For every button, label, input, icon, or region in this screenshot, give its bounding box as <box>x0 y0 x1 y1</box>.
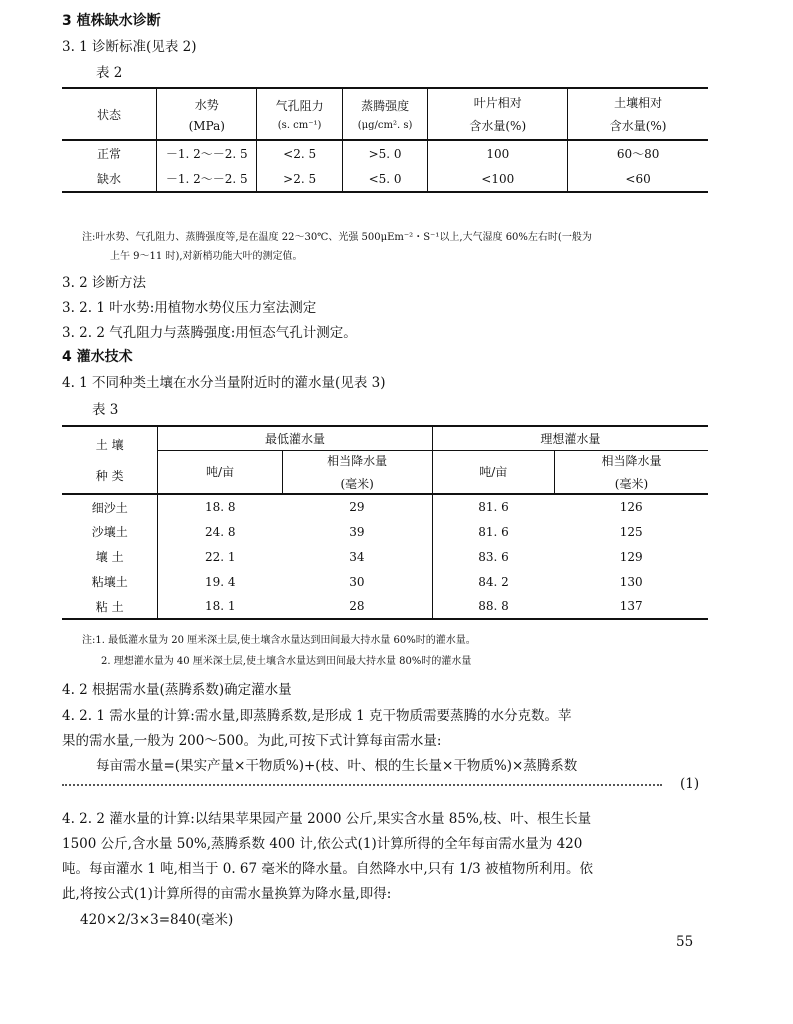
table-3-note-2: 2. 理想灌水量为 40 厘米深土层,使土壤含水量达到田间最大持水量 80%时的灌水量 <box>101 656 472 667</box>
table-row <box>62 569 708 594</box>
table-3 <box>62 425 708 620</box>
paragraph-4-2-1-line-1: 4. 2. 1 需水量的计算:需水量,即蒸腾系数,是形成 1 克干物质需要蒸腾的水分克数。苹 <box>62 708 572 724</box>
t2-header-state: 状态 <box>62 88 157 140</box>
paragraph-4-2-2-line-1: 4. 2. 2 灌水量的计算:以结果苹果园产量 2000 公斤,果实含水量 85%,枝、叶、根生长量 <box>62 811 592 827</box>
table-cell: 88. 8 <box>432 594 554 619</box>
table-cell: －1. 2～－2. 5 <box>157 140 257 166</box>
table-cell: －1. 2～－2. 5 <box>157 166 257 192</box>
formula-leader-dots <box>62 784 662 786</box>
table-cell: 粘壤土 <box>91 575 128 589</box>
table-cell: 84. 2 <box>432 569 554 594</box>
table-cell: 81. 6 <box>432 494 554 519</box>
table-row <box>62 594 708 619</box>
table-3-note-1: 注:1. 最低灌水量为 20 厘米深土层,使土壤含水量达到田间最大持水量 60%时的灌水量。 <box>82 635 476 646</box>
table-cell: 壤 土 <box>95 550 124 564</box>
table-cell: 39 <box>349 524 365 539</box>
t2-row-deficit <box>62 166 708 192</box>
t3-header-min-ton: 吨/亩 <box>158 450 282 494</box>
table-cell: 130 <box>619 574 643 589</box>
t3-header-ideal: 理想灌水量 <box>432 426 708 450</box>
t3-header-min-precip: 相当降水量 (毫米) <box>282 450 432 494</box>
table-cell: 29 <box>349 500 365 514</box>
table-cell: 30 <box>349 574 365 589</box>
section-3-heading: 3 植株缺水诊断 <box>62 13 161 29</box>
table-cell: <100 <box>428 166 568 192</box>
table-row <box>62 544 708 569</box>
t2-header-water-potential: 水势 (MPa) <box>157 88 257 140</box>
table-3-caption: 表 3 <box>92 402 119 418</box>
table-cell: 83. 6 <box>432 544 554 569</box>
t3-header-soil-type: 土 壤 种 类 <box>62 426 158 494</box>
table-cell: <2. 5 <box>257 140 342 166</box>
table-cell: 正常 <box>97 147 122 161</box>
table-cell: 24. 8 <box>158 519 282 544</box>
page-number: 55 <box>676 934 694 950</box>
t3-header-min: 最低灌水量 <box>158 426 432 450</box>
table-cell: 129 <box>619 549 643 564</box>
formula-1: 每亩需水量=(果实产量×干物质%)+(枝、叶、根的生长量×干物质%)×蒸腾系数 <box>96 758 578 774</box>
t2-row-normal <box>62 140 708 166</box>
table-2 <box>62 87 708 193</box>
table-cell: 缺水 <box>62 166 157 192</box>
table-cell: 28 <box>282 594 432 619</box>
table-cell: 34 <box>349 549 365 564</box>
table-cell: 沙壤土 <box>91 525 128 539</box>
table-row <box>62 519 708 544</box>
paragraph-4-2-2-line-2: 1500 公斤,含水量 50%,蒸腾系数 400 计,依公式(1)计算所得的全年每亩需水量为 420 <box>62 836 583 852</box>
table-cell: 60～80 <box>568 140 708 166</box>
table-cell: 22. 1 <box>158 544 282 569</box>
section-4-heading: 4 灌水技术 <box>62 349 133 365</box>
calculation-result: 420×2/3×3=840(毫米) <box>80 912 234 928</box>
table-cell: <5. 0 <box>342 166 428 192</box>
t3-header-ideal-precip: 相当降水量 (毫米) <box>554 450 708 494</box>
equation-number: (1) <box>680 776 700 792</box>
t2-header-leaf-water: 叶片相对 含水量(%) <box>428 88 568 140</box>
table-cell: >5. 0 <box>342 140 428 166</box>
table-cell: <60 <box>568 166 708 192</box>
section-3-1-heading: 3. 1 诊断标准(见表 2) <box>62 39 197 55</box>
paragraph-4-2-1-line-2: 果的需水量,一般为 200～500。为此,可按下式计算每亩需水量: <box>62 733 442 749</box>
t2-header-soil-water: 土壤相对 含水量(%) <box>568 88 708 140</box>
section-3-2-1: 3. 2. 1 叶水势:用植物水势仪压力室法测定 <box>62 300 317 316</box>
section-3-2-2: 3. 2. 2 气孔阻力与蒸腾强度:用恒态气孔计测定。 <box>62 325 357 341</box>
section-3-2-heading: 3. 2 诊断方法 <box>62 275 147 291</box>
table-cell: 18. 8 <box>158 494 282 519</box>
table-cell: 100 <box>428 140 568 166</box>
section-4-2-heading: 4. 2 根据需水量(蒸腾系数)确定灌水量 <box>62 682 292 698</box>
table-cell: 细沙土 <box>91 500 128 515</box>
table-cell: 19. 4 <box>158 569 282 594</box>
table-2-note-line-1: 注:叶水势、气孔阻力、蒸腾强度等,是在温度 22～30℃、光强 500μEm⁻²・S⁻¹以上,大气湿度 60%左右时(一般为 <box>82 232 592 243</box>
table-cell: 137 <box>554 594 708 619</box>
t2-header-transpiration: 蒸腾强度 (μg/cm². s) <box>342 88 428 140</box>
t2-header-stomatal-resistance: 气孔阻力 (s. cm⁻¹) <box>257 88 342 140</box>
t3-header-ideal-ton: 吨/亩 <box>432 450 554 494</box>
table-cell: 125 <box>619 524 643 539</box>
table-row <box>62 494 708 519</box>
table-2-note-line-2: 上午 9～11 时),对新梢功能大叶的测定值。 <box>110 251 303 262</box>
table-cell: 126 <box>619 500 643 514</box>
table-cell: 81. 6 <box>432 519 554 544</box>
paragraph-4-2-2-line-4: 此,将按公式(1)计算所得的亩需水量换算为降水量,即得: <box>62 886 392 902</box>
table-2-caption: 表 2 <box>96 65 123 81</box>
section-4-1-heading: 4. 1 不同种类土壤在水分当量附近时的灌水量(见表 3) <box>62 375 386 391</box>
table-cell: 粘 土 <box>62 594 158 619</box>
table-cell: >2. 5 <box>257 166 342 192</box>
paragraph-4-2-2-line-3: 吨。每亩灌水 1 吨,相当于 0. 67 毫米的降水量。自然降水中,只有 1/3 被植物所利用。依 <box>62 861 593 877</box>
table-cell: 18. 1 <box>158 594 282 619</box>
